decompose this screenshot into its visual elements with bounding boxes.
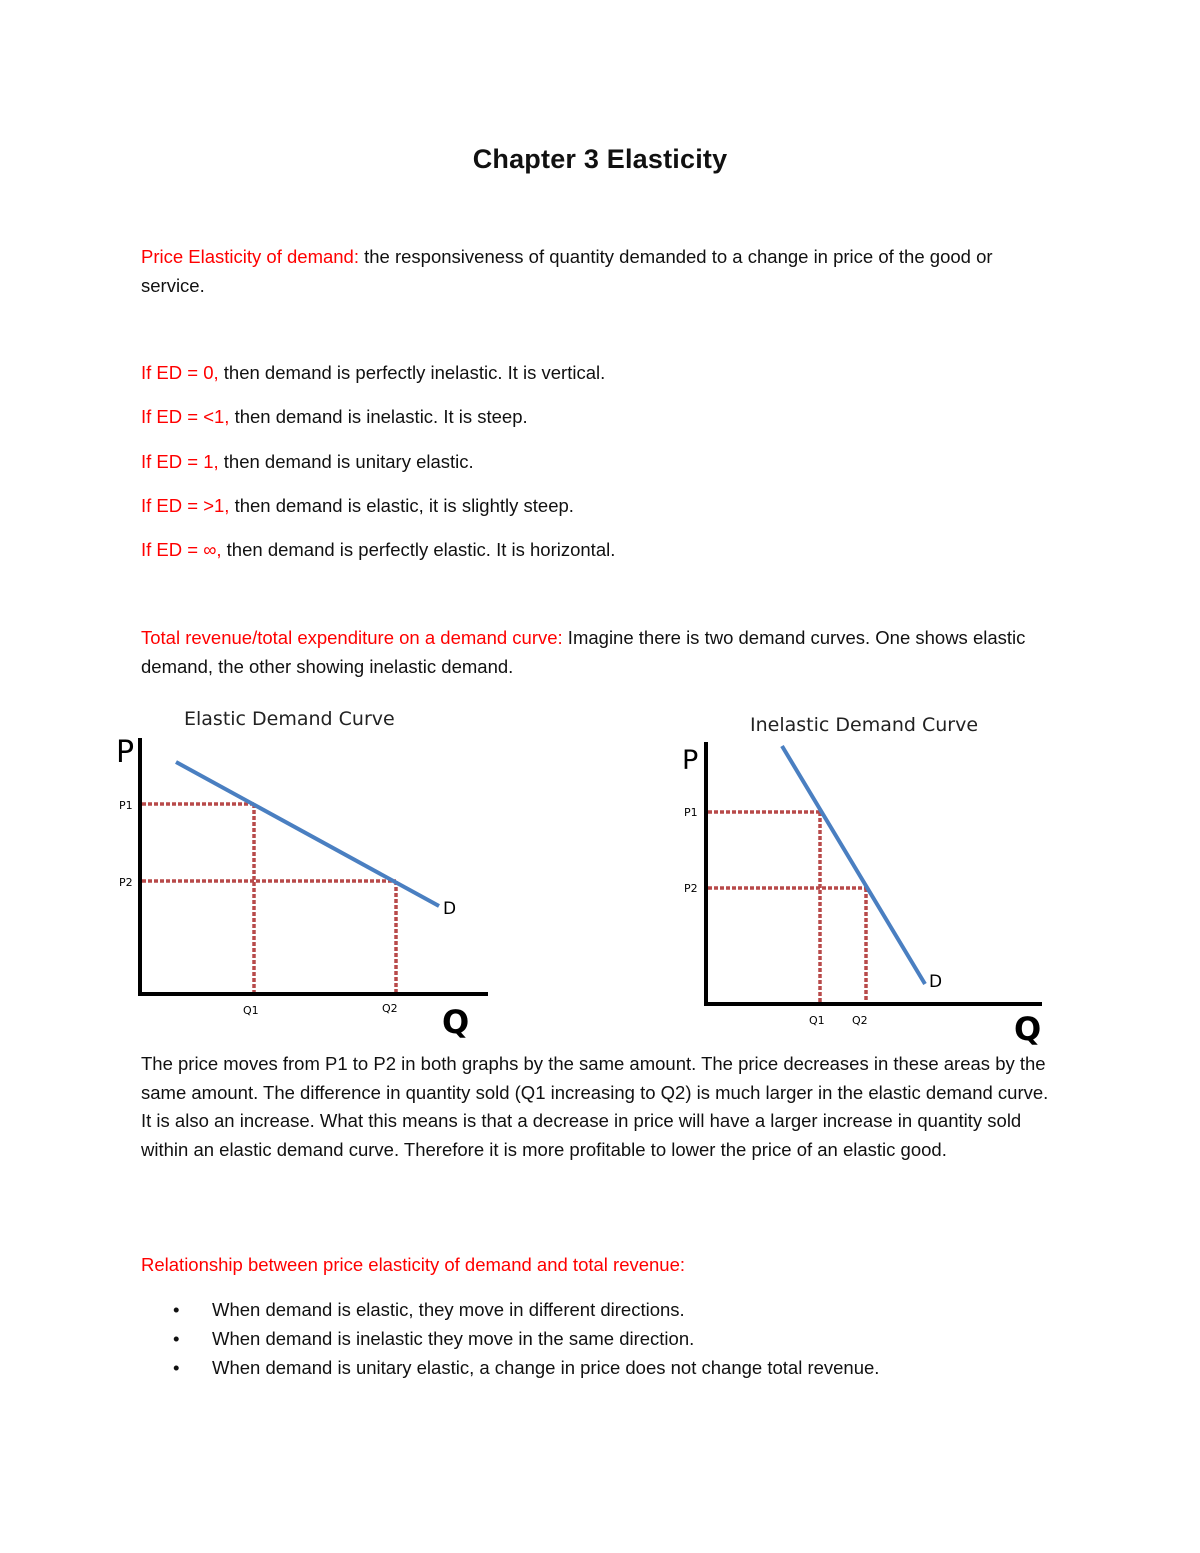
- list-item-text: When demand is unitary elastic, a change in price does not change total revenue.: [212, 1356, 880, 1378]
- inelastic-q1-label: Q1: [809, 1014, 825, 1027]
- relationship-heading: [141, 1252, 685, 1278]
- ed-rule-condition: If ED = ∞,: [141, 539, 222, 560]
- bullet-icon: •: [173, 1327, 180, 1349]
- inelastic-demand-graph: [672, 704, 1052, 1049]
- total-revenue-paragraph: [141, 624, 1059, 681]
- total-revenue-text: Imagine there is two demand curves. One shows elastic demand, the other showing inelastic demand.: [141, 627, 1026, 677]
- inelastic-q2-label: Q2: [852, 1014, 868, 1027]
- inelastic-graph-title: Inelastic Demand Curve: [750, 714, 979, 736]
- ed-rule-text: then demand is perfectly elastic. It is horizontal.: [221, 539, 616, 560]
- bullet-icon: •: [173, 1299, 180, 1320]
- inelastic-p1-label: P1: [684, 806, 698, 819]
- elastic-p1-label: P1: [119, 799, 133, 812]
- ed-rule: [141, 537, 615, 563]
- ed-rule: [141, 360, 605, 386]
- elastic-curve-label: D: [443, 899, 457, 919]
- list-item-text: When demand is elastic, they move in different directions.: [212, 1299, 685, 1320]
- list-item: [141, 1354, 879, 1383]
- elastic-demand-line: [176, 762, 439, 906]
- elastic-x-axis-label: Q: [442, 1003, 470, 1041]
- ed-rule-text: then demand is unitary elastic.: [218, 451, 474, 472]
- definition-text: the responsiveness of quantity demanded to a change in price of the good or service.: [141, 246, 993, 296]
- definition-term: Price Elasticity of demand:: [141, 246, 359, 267]
- list-item: [141, 1296, 879, 1325]
- ed-rule-text: then demand is elastic, it is slightly steep.: [229, 495, 574, 516]
- ed-rule-condition: If ED = 0,: [141, 362, 219, 383]
- inelastic-y-axis-label: P: [682, 745, 699, 776]
- definition-paragraph: [141, 243, 1059, 300]
- ed-rule-condition: If ED = 1,: [141, 451, 219, 472]
- inelastic-p2-label: P2: [684, 882, 698, 895]
- elastic-demand-graph: [108, 700, 488, 1045]
- bullet-icon: •: [173, 1356, 180, 1378]
- elastic-q1-label: Q1: [243, 1004, 259, 1017]
- list-item: [141, 1325, 879, 1354]
- ed-rule: [141, 449, 474, 475]
- list-item-text: When demand is inelastic they move in the same direction.: [212, 1327, 695, 1349]
- ed-rule-condition: If ED = <1,: [141, 406, 230, 427]
- elastic-q2-label: Q2: [382, 1002, 398, 1015]
- inelastic-demand-line: [782, 746, 925, 984]
- explanation-paragraph: The price moves from P1 to P2 in both graphs by the same amount. The price decreases in these areas by the same amount. The difference in quantity sold (Q1 increasing to Q2) is much larger in the elastic demand curve. It is also an increase. What this means is that a decrease in price will have a larger increase in quantity sold within an elastic demand curve. Therefore it is more profitable to lower the price of an elastic good.: [141, 1053, 1049, 1160]
- relationship-list: [141, 1296, 879, 1382]
- ed-rule-condition: If ED = >1,: [141, 495, 230, 516]
- page-title: Chapter 3 Elasticity: [472, 144, 728, 174]
- ed-rule-text: then demand is inelastic. It is steep.: [229, 406, 528, 427]
- elastic-p2-label: P2: [119, 876, 133, 889]
- ed-rule: [141, 404, 528, 430]
- ed-rule: [141, 493, 574, 519]
- elastic-y-axis-label: P: [116, 735, 135, 770]
- total-revenue-term: Total revenue/total expenditure on a demand curve:: [141, 627, 563, 648]
- relationship-heading-text: Relationship between price elasticity of demand and total revenue:: [141, 1254, 686, 1275]
- inelastic-curve-label: D: [929, 972, 943, 992]
- inelastic-x-axis-label: Q: [1014, 1010, 1042, 1048]
- elastic-graph-title: Elastic Demand Curve: [184, 708, 395, 730]
- ed-rule-text: then demand is perfectly inelastic. It is vertical.: [218, 362, 606, 383]
